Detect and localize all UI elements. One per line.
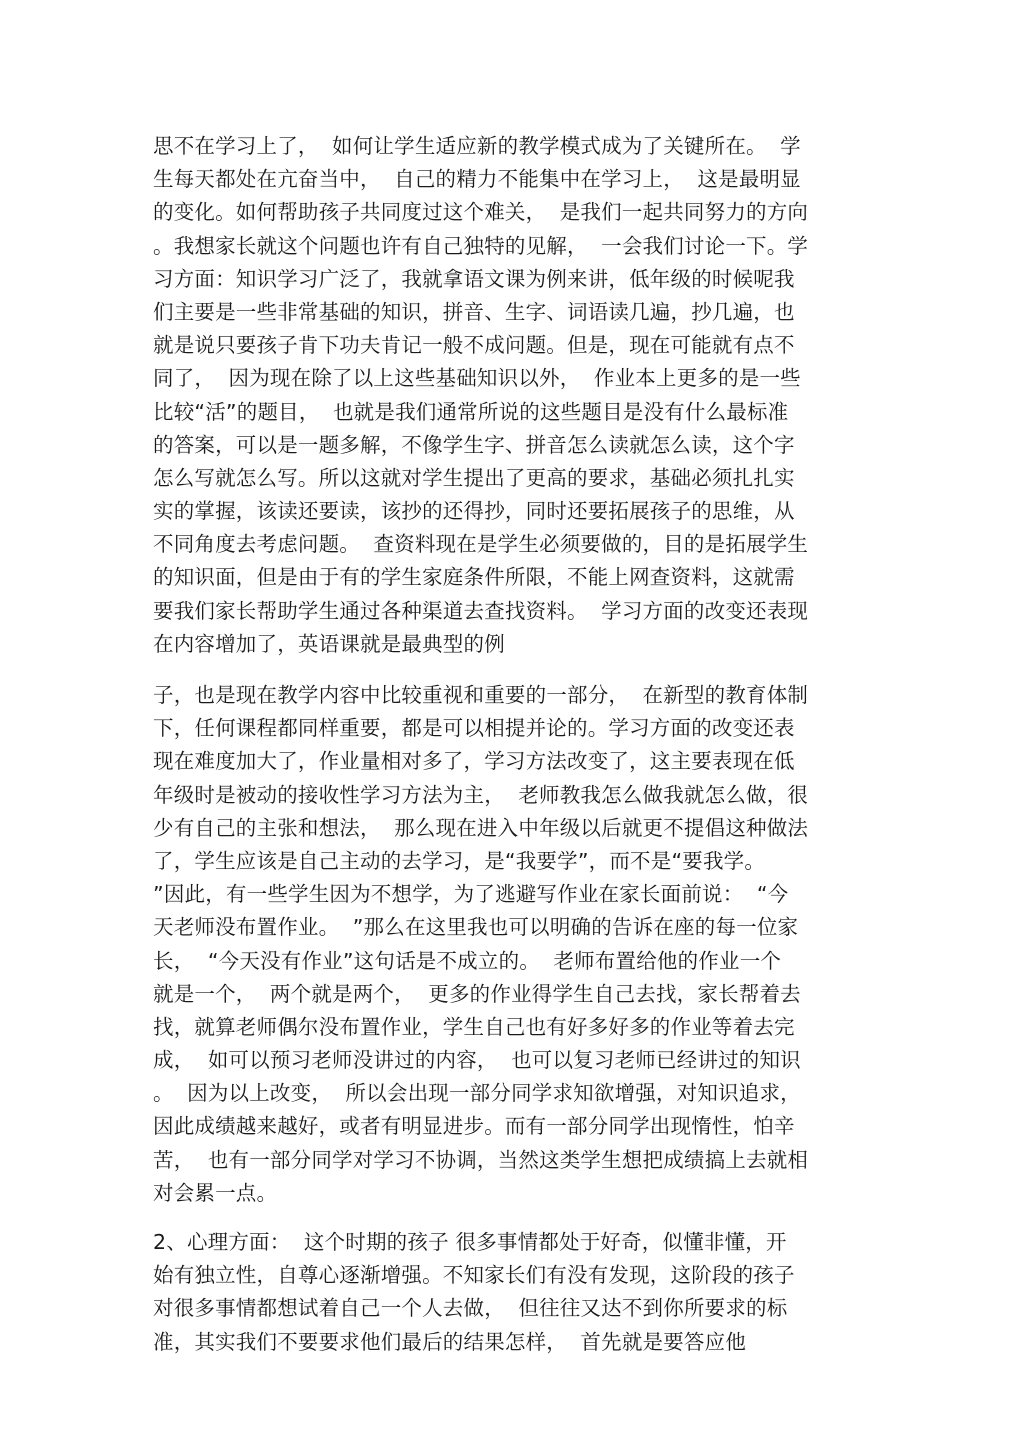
text-line: 就是一个， 两个就是两个， 更多的作业得学生自己去找，家长帮着去 <box>153 981 801 1006</box>
paragraph-difficulty <box>153 679 869 1210</box>
text-line: 始有独立性，自尊心逐渐增强。不知家长们有没有发现，这阶段的孩子 <box>153 1263 795 1288</box>
text-line: 的答案，可以是一题多解，不像学生字、拼音怎么读就怎么读，这个字 <box>153 432 795 457</box>
text-line: 长， “今天没有作业”这句话是不成立的。 老师布置给他的作业一个 <box>153 948 782 973</box>
text-line: 习方面：知识学习广泛了，我就拿语文课为例来讲，低年级的时候呢我 <box>153 266 795 291</box>
text-line: 同了， 因为现在除了以上这些基础知识以外， 作业本上更多的是一些 <box>153 366 801 391</box>
text-line: 的知识面，但是由于有的学生家庭条件所限，不能上网查资料，这就需 <box>153 565 795 590</box>
text-line: 因此成绩越来越好，或者有明显进步。而有一部分同学出现惰性，怕辛 <box>153 1114 795 1139</box>
text-line: 怎么写就怎么写。所以这就对学生提出了更高的要求，基础必须扎扎实 <box>153 465 795 490</box>
text-line: ”因此，有一些学生因为不想学，为了逃避写作业在家长面前说： “今 <box>153 882 789 907</box>
text-line: 要我们家长帮助学生通过各种渠道去查找资料。 学习方面的改变还表现 <box>153 598 809 623</box>
text-line: 天老师没布置作业。 ”那么在这里我也可以明确的告诉在座的每一位家 <box>153 915 799 940</box>
paragraph-study-aspect <box>153 130 869 661</box>
text-line: 现在难度加大了，作业量相对多了，学习方法改变了，这主要表现在低 <box>153 749 795 774</box>
text-line: 2、心理方面： 这个时期的孩子 很多事情都处于好奇，似懂非懂，开 <box>153 1230 787 1254</box>
text-line: 。我想家长就这个问题也许有自己独特的见解， 一会我们讨论一下。学 <box>153 233 809 258</box>
text-line: 生每天都处在亢奋当中， 自己的精力不能集中在学习上， 这是最明显 <box>153 167 801 192</box>
text-line: 就是说只要孩子肯下功夫肯记一般不成问题。但是，现在可能就有点不 <box>153 333 795 358</box>
text-line: 对很多事情都想试着自己一个人去做， 但往往又达不到你所要求的标 <box>153 1296 788 1321</box>
text-line: 了，学生应该是自己主动的去学习，是“我要学”，而不是“要我学。 <box>153 848 766 873</box>
text-line: 在内容增加了，英语课就是最典型的例 <box>153 631 505 656</box>
text-line: 实的掌握，该读还要读，该抄的还得抄，同时还要拓展孩子的思维，从 <box>153 499 795 524</box>
text-line: 子，也是现在教学内容中比较重视和重要的一部分， 在新型的教育体制 <box>153 683 809 707</box>
paragraph-psychology <box>153 1226 869 1359</box>
text-line: 找，就算老师偶尔没布置作业，学生自己也有好多好多的作业等着去完 <box>153 1014 795 1039</box>
text-line: 们主要是一些非常基础的知识，拼音、生字、词语读几遍，抄几遍，也 <box>153 299 795 324</box>
document-page <box>153 130 869 1359</box>
text-line: 的变化。如何帮助孩子共同度过这个难关， 是我们一起共同努力的方向 <box>153 200 809 225</box>
text-line: 准，其实我们不要要求他们最后的结果怎样， 首先就是要答应他 <box>153 1329 747 1354</box>
text-line: 不同角度去考虑问题。 查资料现在是学生必须要做的，目的是拓展学生 <box>153 532 809 557</box>
text-line: 年级时是被动的接收性学习方法为主， 老师教我怎么做我就怎么做，很 <box>153 782 809 807</box>
text-line: 对会累一点。 <box>153 1180 278 1205</box>
text-line: 苦， 也有一部分同学对学习不协调，当然这类学生想把成绩搞上去就相 <box>153 1147 809 1172</box>
text-line: 少有自己的主张和想法， 那么现在进入中年级以后就更不提倡这种做法 <box>153 815 809 840</box>
text-line: 思不在学习上了， 如何让学生适应新的教学模式成为了关键所在。 学 <box>153 134 801 158</box>
text-line: 。 因为以上改变， 所以会出现一部分同学求知欲增强，对知识追求， <box>153 1081 801 1106</box>
text-line: 下，任何课程都同样重要，都是可以相提并论的。学习方面的改变还表 <box>153 716 795 741</box>
text-line: 比较“活”的题目， 也就是我们通常所说的这些题目是没有什么最标准 <box>153 399 789 424</box>
text-line: 成， 如可以预习老师没讲过的内容， 也可以复习老师已经讲过的知识 <box>153 1048 801 1073</box>
